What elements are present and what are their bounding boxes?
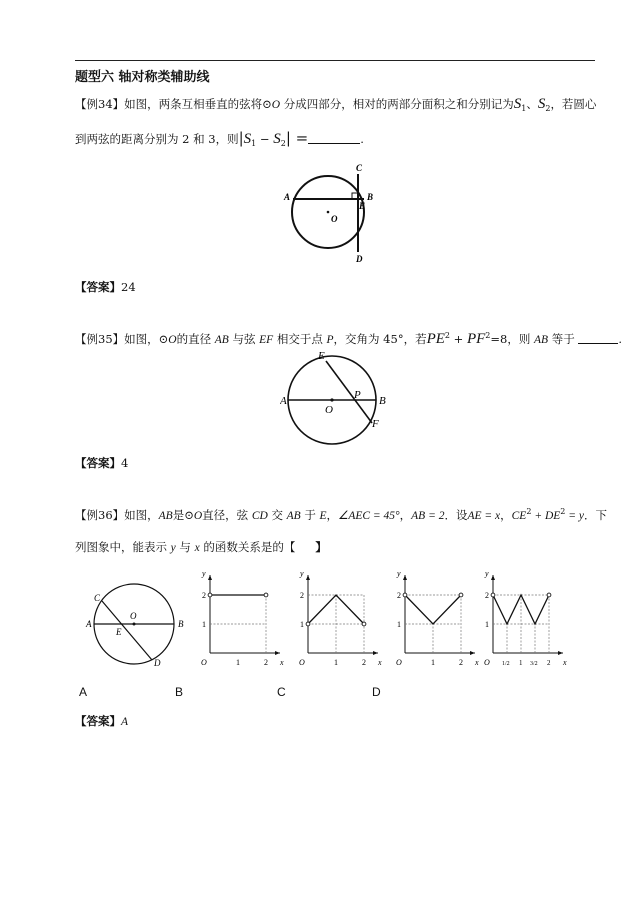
ex36-label-o: O [130,611,137,621]
y-arrow [403,575,407,580]
x-arrow [275,651,280,655]
x-tick-1: 1 [431,658,435,667]
ex34-expr-minus: − [256,132,274,146]
ex36-plus: + [531,510,545,522]
ex36-angle: ∠AEC = 45° [338,510,400,522]
ex35-t6: =8，则 [490,332,531,346]
ex36-line2b: 与 [179,540,191,554]
ex36-aex: AE = x [467,510,501,522]
x-tick-1: 1 [236,658,240,667]
ex36-line2a: 列图象中，能表示 [75,540,167,554]
ex34-s1: S [513,96,522,112]
ex35-t4: 相交于点 [276,332,323,346]
ex35-t7: 等于 [551,332,575,346]
y-axis-label: y [202,569,206,578]
ex34-line2-text: 到两弦的距离分别为 2 和 3，则 [75,132,239,146]
ex36-label-b: B [178,619,184,629]
open-endpoint-start [208,593,212,597]
ex34-expr-post: | = [285,129,309,147]
ex34-answer [75,279,136,295]
ex34-intro: 如图，两条互相垂直的弦将⊙ [124,97,272,111]
ex35-t1: 如图，⊙ [124,332,169,346]
ex35-pf: PF [466,331,486,347]
ex34-expr-s1: S [243,131,252,147]
ex35-ef: EF [259,334,274,346]
y-arrow [208,575,212,580]
origin-label: O [299,658,305,667]
ex34-answer-value: 24 [121,280,136,294]
y-axis-label: y [397,569,401,578]
ex35-o: O [168,334,177,346]
option-c[interactable]: C [277,685,286,699]
ex35-label-b: B [379,395,386,407]
ex35-plus: + [450,332,467,346]
x-arrow [373,651,378,655]
open-endpoint-end [264,593,268,597]
ex36-eqy: = y [565,510,585,522]
ex36-label-c: C [94,593,101,603]
graph-a [201,569,284,667]
ex36-t5: 于 [304,508,316,522]
ex35-ab: AB [214,334,229,346]
open-endpoint-end [547,593,551,597]
y-tick-1: 1 [397,620,401,629]
x-tick-2: 2 [547,659,551,667]
y-arrow [306,575,310,580]
ex34-s2: S [537,96,546,112]
ex36-t6: ．设 [444,508,468,522]
open-endpoint-start [403,593,407,597]
x-tick-3-2: 3/2 [530,661,538,667]
ex36-cd: CD [251,510,268,522]
ex34-expr-pre: | [238,129,244,147]
ex36-ab-b: AB [286,510,301,522]
ex36-t7: ．下 [584,508,608,522]
ex36-comma: ， [326,508,339,522]
section-title: 题型六 轴对称类辅助线 [75,70,210,85]
graph-d [484,569,567,667]
ex35-answer-value: 4 [121,456,129,470]
ex34-label-d: D [356,254,363,264]
ex36-answer-value: A [121,716,129,728]
ex36-figure [84,580,192,670]
top-rule [75,60,595,61]
ex34-expr-sub1: 1 [251,139,257,148]
ex35-ab2: AB [533,334,549,346]
x-axis-label: x [475,658,479,667]
ex34-tag: 【例34】 [75,97,125,111]
ex36-de-sup: 2 [560,507,566,516]
ex36-label-d: D [154,658,161,668]
ex36-line1 [75,507,607,523]
ex36-comma-b: ， [399,508,412,522]
x-axis-label: x [563,658,567,667]
option-a[interactable]: A [79,685,88,699]
origin-label: O [201,658,207,667]
ex35-pf-sup: 2 [485,331,491,340]
x-arrow [558,651,563,655]
x-arrow [470,651,475,655]
ex35-answer-blank[interactable] [578,333,618,344]
option-b[interactable]: B [175,685,184,699]
y-tick-1: 1 [202,620,206,629]
ex35-figure [280,347,390,455]
x-tick-2: 2 [264,658,268,667]
ex35-answer-label: 【答案】 [75,456,121,470]
ex35-t5: ，交角为 45°，若 [333,332,427,346]
open-endpoint-start [306,622,310,626]
ex36-answer [75,713,128,729]
ex34-s1-sub: 1 [521,104,527,113]
y-tick-2: 2 [397,591,401,600]
ex35-end: . [618,332,623,346]
open-endpoint-start [491,593,495,597]
ex36-ce: CE [511,510,527,522]
ex36-tag: 【例36】 [75,508,125,522]
function-line [405,595,461,624]
ex34-label-e: E [359,201,366,211]
ex36-bracket-close: 】 [315,540,327,554]
ex35-pe-sup: 2 [444,331,450,340]
ex34-label-b: B [367,192,374,202]
ex34-line1 [75,96,596,113]
ex35-label-o: O [325,404,333,416]
ex36-label-e: E [116,627,122,637]
ex35-p: P [326,334,334,346]
ex34-answer-blank[interactable] [308,133,360,144]
ex36-e: E [319,510,327,522]
option-d[interactable]: D [372,685,381,699]
ex34-line2 [75,129,364,148]
y-tick-1: 1 [485,620,489,629]
ex36-t2: 是⊙ [172,508,194,522]
origin-label: O [396,658,402,667]
ex34-end: . [360,132,364,146]
graph-b [299,569,382,667]
ex34-sep: 、 [526,97,538,111]
ex34-label-c: C [356,163,363,173]
y-axis-label: y [300,569,304,578]
ex35-t2: 的直径 [176,332,212,346]
ex34-tail: ，若圆心 [550,97,597,111]
ex36-o: O [193,510,203,522]
ex35-answer [75,455,128,471]
graph-c [396,569,479,667]
ex36-ab2: AB = 2 [411,510,445,522]
ex35-tag: 【例35】 [75,332,125,346]
ex35-label-f: F [372,418,379,430]
ex36-de: DE [544,510,561,522]
ex35-line1 [75,331,622,348]
ex36-y: y [170,542,176,554]
ex36-ab: AB [158,510,173,522]
ex36-label-a: A [86,619,92,629]
ex36-line2c: 的函数关系是的【 [203,540,296,554]
ex34-figure [280,160,380,270]
open-endpoint-end [459,593,463,597]
ex36-answer-label: 【答案】 [75,714,121,728]
ex34-mid: 分成四部分，相对的两部分面积之和分别记为 [283,97,514,111]
y-axis-label: y [485,569,489,578]
function-graphs [195,565,570,680]
y-tick-1: 1 [300,620,304,629]
ex36-t4: 交 [271,508,283,522]
ex34-answer-label: 【答案】 [75,280,121,294]
y-tick-2: 2 [300,591,304,600]
x-axis-label: x [280,658,284,667]
y-tick-2: 2 [485,591,489,600]
ex35-label-a: A [280,395,287,407]
ex35-t3: 与弦 [232,332,256,346]
y-arrow [491,575,495,580]
ex34-label-a: A [284,192,291,202]
ex36-comma2: ， [500,508,512,522]
open-endpoint-end [362,622,366,626]
ex35-pe: PE [426,331,445,347]
ex36-t3: 直径，弦 [202,508,249,522]
x-tick-2: 2 [362,658,366,667]
ex36-line2 [75,539,327,555]
y-tick-2: 2 [202,591,206,600]
x-tick-1: 1 [334,658,338,667]
x-axis-label: x [378,658,382,667]
ex35-label-e: E [318,350,325,362]
ex34-label-o: O [331,214,338,224]
ex35-label-p: P [354,389,361,401]
ex34-circle: O [271,99,281,111]
ex36-t1: 如图， [124,508,159,522]
ex34-expr-sub2: 2 [280,139,286,148]
ex36-x: x [194,542,200,554]
origin-label: O [484,658,490,667]
x-tick-1: 1 [519,659,523,667]
ex34-s2-sub: 2 [545,104,551,113]
ex34-expr-s2: S [273,131,281,147]
x-tick-2: 2 [459,658,463,667]
ex36-ce-sup: 2 [526,507,532,516]
x-tick-half: 1/2 [502,661,510,667]
